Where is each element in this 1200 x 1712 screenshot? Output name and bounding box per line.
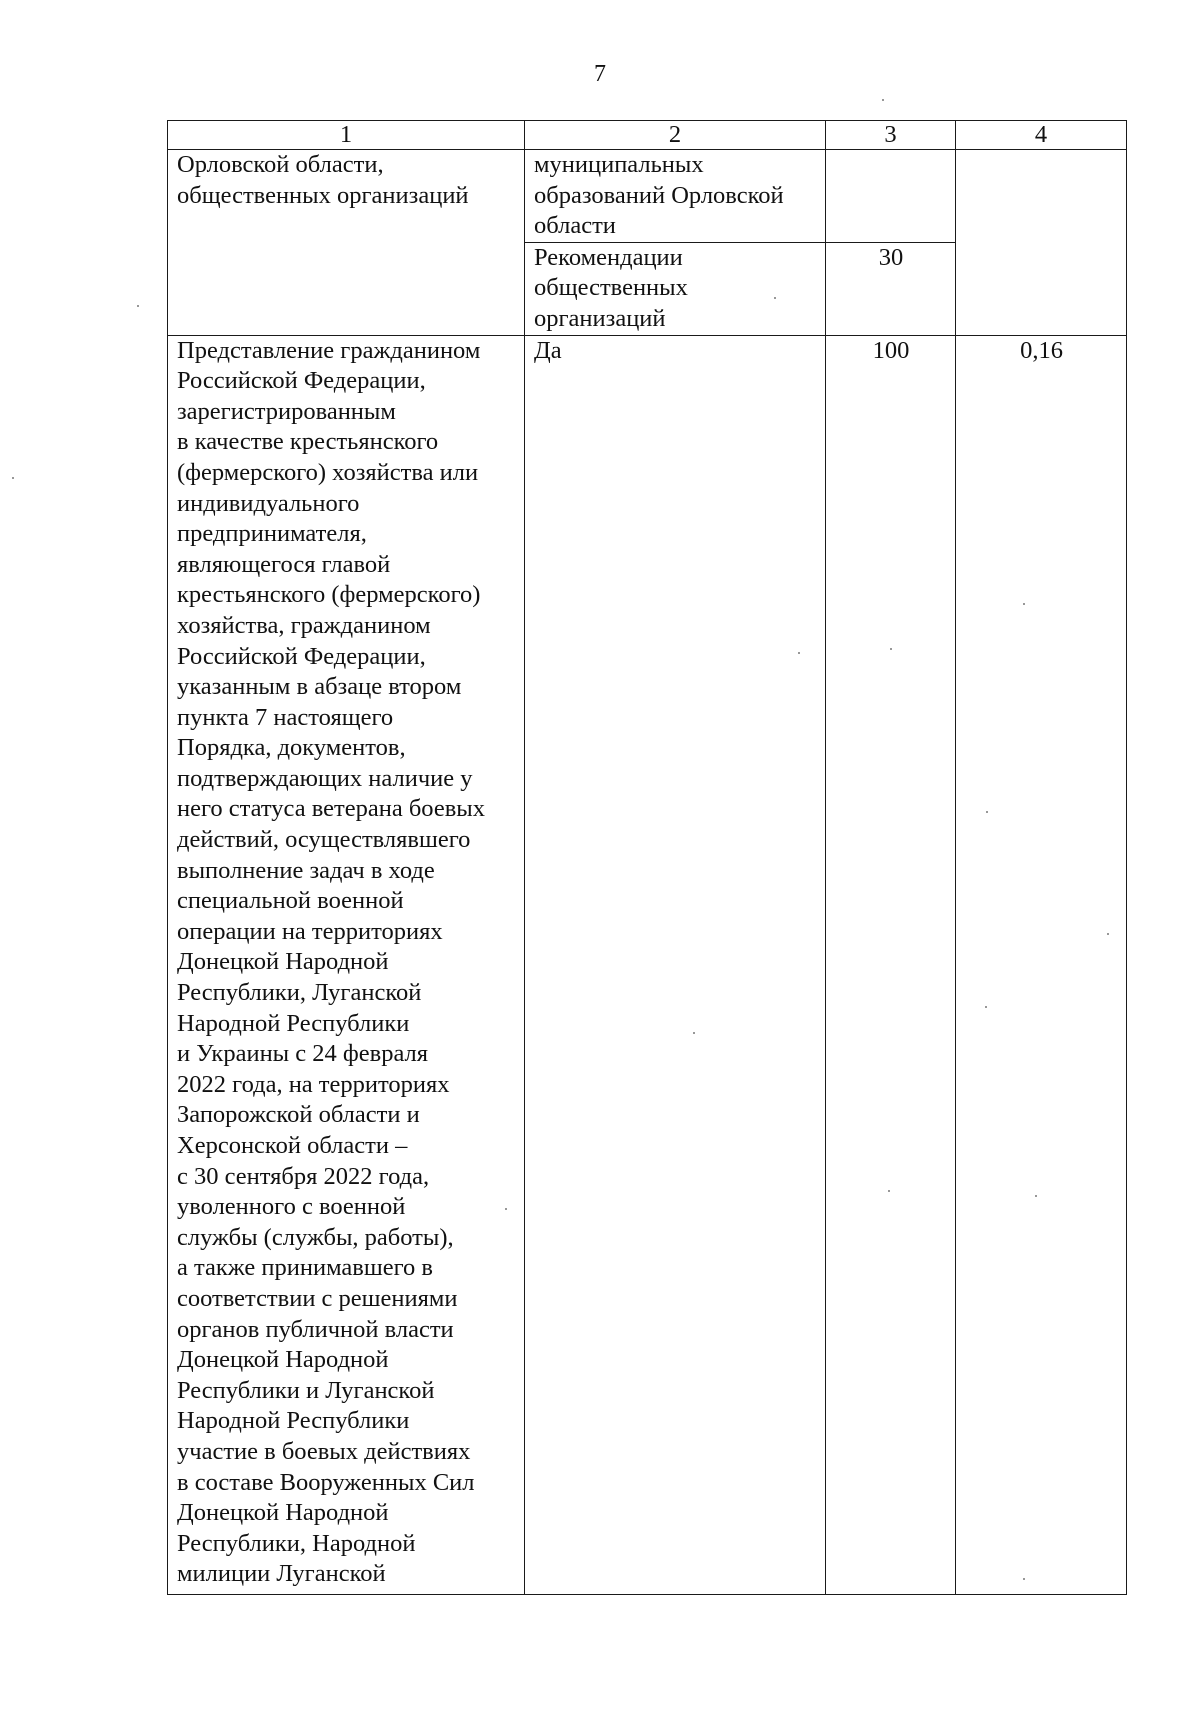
scan-speck	[1023, 1578, 1025, 1580]
criteria-table	[167, 120, 1127, 1595]
table-row	[168, 335, 1127, 1594]
points-cell: 100	[826, 335, 956, 1594]
table-header-row	[168, 121, 1127, 150]
points-cell: 30	[826, 242, 956, 335]
weight-cell: 0,16	[956, 335, 1127, 1594]
scan-speck	[888, 1190, 890, 1192]
page-number: 7	[594, 61, 606, 87]
scan-speck	[505, 1208, 507, 1210]
weight-cell	[956, 150, 1127, 336]
criterion-cell: Представление гражданином Российской Федерации, зарегистрированным в качестве крестьянского (фермерского) хозяйства или индивидуального предпринимателя, являющегося главой крестьянского (фермерского) хозяйства, гражданином Российской Федерации, указанным в абзаце втором пункта 7 настоящего Порядка, документов, подтверждающих наличие у него статуса ветерана боевых действий, осуществлявшего выполнение задач в ходе специальной военной операции на территориях Донецкой Народной Республики, Луганской Народной Республики и Украины с 24 февраля 2022 года, на территориях Запорожской области и Херсонской области – с 30 сентября 2022 года, уволенного с военной службы (службы, работы), а также принимавшего в соответствии с решениями органов публичной власти Донецкой Народной Республики и Луганской Народной Республики участие в боевых действиях в составе Вооруженных Сил Донецкой Народной Республики, Народной милиции Луганской	[168, 335, 525, 1594]
column-header-3: 3	[826, 121, 956, 150]
scan-speck	[1107, 933, 1109, 935]
scan-speck	[1023, 603, 1025, 605]
scan-speck	[1035, 1195, 1037, 1197]
scan-speck	[798, 652, 800, 654]
scan-speck	[693, 1032, 695, 1034]
column-header-4: 4	[956, 121, 1127, 150]
column-header-1: 1	[168, 121, 525, 150]
criterion-cell: Орловской области, общественных организаций	[168, 150, 525, 336]
table-row	[168, 150, 1127, 243]
scan-speck	[882, 99, 884, 101]
source-cell: муниципальных образований Орловской области	[525, 150, 826, 243]
column-header-2: 2	[525, 121, 826, 150]
scan-speck	[137, 305, 139, 307]
source-cell: Рекомендации общественных организаций	[525, 242, 826, 335]
scan-speck	[986, 811, 988, 813]
scan-speck	[985, 1006, 987, 1008]
scan-speck	[774, 297, 776, 299]
points-cell	[826, 150, 956, 243]
scan-speck	[12, 477, 14, 479]
value-cell: Да	[525, 335, 826, 1594]
scan-speck	[890, 648, 892, 650]
